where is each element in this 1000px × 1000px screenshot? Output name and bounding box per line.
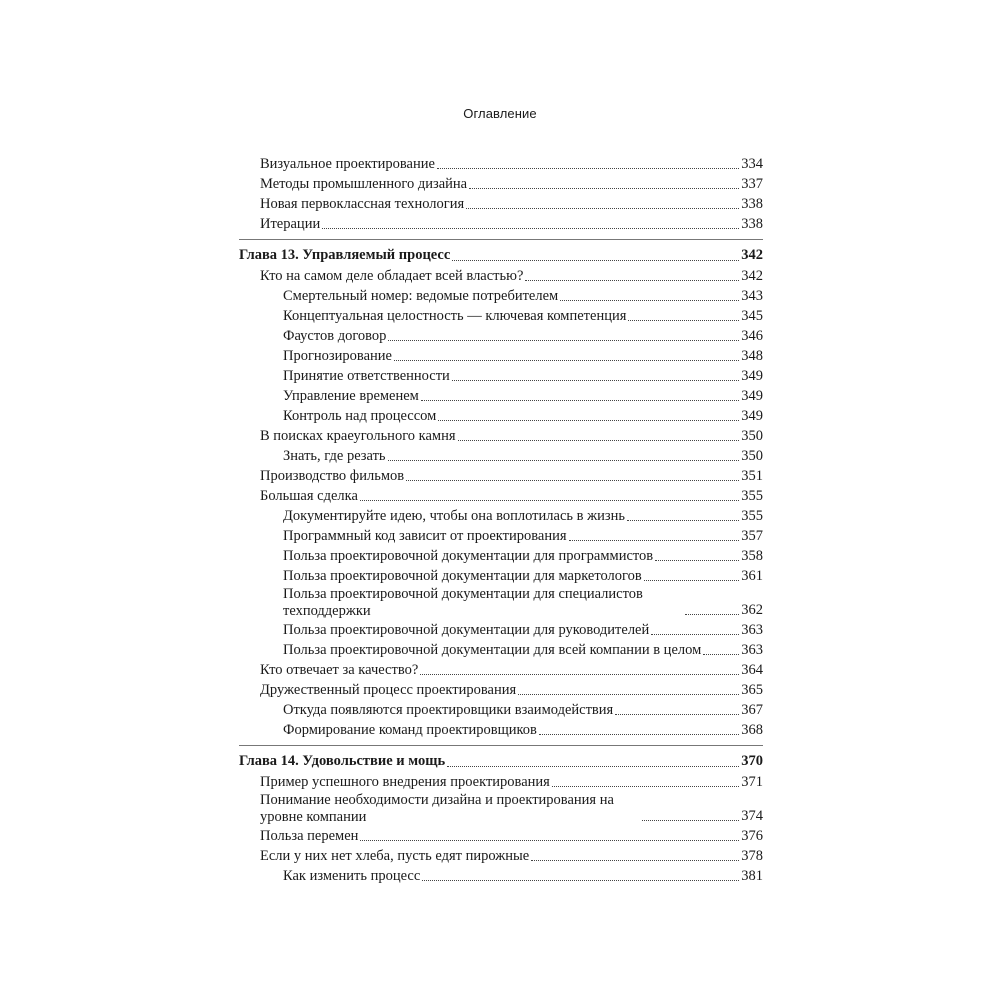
dot-leader (615, 713, 739, 715)
toc-entry-title: Концептуальная целостность — ключевая компетенция (283, 308, 627, 324)
page-number: 363 (741, 622, 763, 638)
page-number: 381 (741, 868, 763, 884)
toc-entry[interactable] (239, 660, 763, 680)
toc-section-before (239, 154, 763, 234)
page-number: 363 (741, 642, 763, 658)
page-number: 374 (741, 808, 763, 824)
page-number: 355 (741, 508, 763, 524)
page-number: 378 (741, 848, 763, 864)
page-number: 350 (741, 428, 763, 444)
page-number: 345 (741, 308, 763, 324)
toc-entry-title: Большая сделка (260, 488, 358, 504)
toc-entry[interactable] (239, 640, 763, 660)
page-number: 349 (741, 388, 763, 404)
page-number: 349 (741, 408, 763, 424)
toc-entry[interactable] (239, 526, 763, 546)
dot-leader (422, 879, 739, 881)
toc-entry[interactable] (239, 566, 763, 586)
toc-entry-title: Фаустов договор (283, 328, 387, 344)
toc-entry[interactable] (239, 426, 763, 446)
dot-leader (388, 459, 740, 461)
dot-leader (394, 359, 739, 361)
toc-entry-title: Польза проектировочной документации для специалистов техподдержки (283, 586, 643, 619)
table-of-contents (239, 154, 763, 886)
dot-leader (644, 579, 740, 581)
page-number: 342 (741, 268, 763, 284)
page-number: 349 (741, 368, 763, 384)
page-number: 371 (741, 774, 763, 790)
dot-leader (420, 673, 739, 675)
toc-entry[interactable] (239, 846, 763, 866)
page-number: 367 (741, 702, 763, 718)
toc-entry[interactable] (239, 386, 763, 406)
toc-entry-title: Польза проектировочной документации для всей компании в целом (283, 642, 702, 658)
dot-leader (655, 559, 739, 561)
dot-leader (452, 259, 739, 261)
dot-leader (406, 479, 739, 481)
chapter-14-entries (239, 772, 763, 886)
chapter-divider (239, 745, 763, 746)
page-number: 355 (741, 488, 763, 504)
page-number: 364 (741, 662, 763, 678)
toc-entry-title: Польза проектировочной документации для маркетологов (283, 568, 642, 584)
chapter-divider (239, 239, 763, 240)
dot-leader (458, 439, 740, 441)
dot-leader (518, 693, 739, 695)
toc-entry[interactable] (239, 792, 763, 826)
dot-leader (525, 279, 739, 281)
toc-entry-title: Контроль над процессом (283, 408, 437, 424)
toc-entry[interactable] (239, 826, 763, 846)
toc-entry-title: Откуда появляются проектировщики взаимодействия (283, 702, 614, 718)
dot-leader (438, 419, 739, 421)
dot-leader (469, 187, 739, 189)
toc-entry-title: Кто на самом деле обладает всей властью? (260, 268, 524, 284)
dot-leader (388, 339, 739, 341)
toc-entry[interactable] (239, 700, 763, 720)
toc-entry[interactable] (239, 154, 763, 174)
page-number: 370 (741, 753, 763, 769)
dot-leader (360, 839, 739, 841)
toc-entry-title: Смертельный номер: ведомые потребителем (283, 288, 559, 304)
page-number: 348 (741, 348, 763, 364)
toc-entry[interactable] (239, 506, 763, 526)
toc-entry-title: Как изменить процесс (283, 868, 421, 884)
toc-entry-title: Если у них нет хлеба, пусть едят пирожные (260, 848, 530, 864)
dot-leader (627, 519, 739, 521)
toc-entry[interactable] (239, 466, 763, 486)
dot-leader (685, 613, 739, 615)
toc-entry[interactable] (239, 720, 763, 740)
toc-entry-title: Визуальное проектирование (260, 156, 435, 172)
page-number: 358 (741, 548, 763, 564)
toc-entry-title: Формирование команд проектировщиков (283, 722, 537, 738)
toc-entry-title: Методы промышленного дизайна (260, 176, 468, 192)
dot-leader (437, 167, 739, 169)
toc-entry[interactable] (239, 546, 763, 566)
dot-leader (642, 819, 739, 821)
toc-entry-title: Производство фильмов (260, 468, 405, 484)
dot-leader (447, 765, 739, 767)
dot-leader (360, 499, 739, 501)
toc-entry[interactable] (239, 286, 763, 306)
toc-entry[interactable] (239, 266, 763, 286)
toc-entry[interactable] (239, 346, 763, 366)
chapter-13-entries (239, 266, 763, 740)
toc-entry-title: Управление временем (283, 388, 419, 404)
toc-entry-title: Польза проектировочной документации для программистов (283, 548, 654, 564)
page-number: 334 (741, 156, 763, 172)
page-number: 338 (741, 196, 763, 212)
toc-entry[interactable] (239, 446, 763, 466)
toc-entry-title: Прогнозирование (283, 348, 392, 364)
toc-entry[interactable] (239, 214, 763, 234)
toc-entry-title: Итерации (260, 216, 321, 232)
dot-leader (452, 379, 739, 381)
page-number: 376 (741, 828, 763, 844)
dot-leader (569, 539, 740, 541)
toc-entry-title: Кто отвечает за качество? (260, 662, 419, 678)
toc-entry-title: Дружественный процесс проектирования (260, 682, 517, 698)
toc-entry[interactable] (239, 772, 763, 792)
toc-entry[interactable] (239, 306, 763, 326)
chapter-title: Глава 13. Управляемый процесс (239, 247, 451, 263)
running-head: Оглавление (463, 106, 537, 121)
toc-entry[interactable] (239, 326, 763, 346)
dot-leader (560, 299, 739, 301)
dot-leader (421, 399, 739, 401)
toc-entry-title: Принятие ответственности (283, 368, 450, 384)
toc-entry[interactable] (239, 486, 763, 506)
page-number: 361 (741, 568, 763, 584)
toc-entry-title: Документируйте идею, чтобы она воплотилась в жизнь (283, 508, 625, 524)
toc-entry-title: Знать, где резать (283, 448, 386, 464)
dot-leader (466, 207, 739, 209)
page-number: 351 (741, 468, 763, 484)
dot-leader (539, 733, 739, 735)
toc-entry[interactable] (239, 586, 763, 620)
toc-entry-title: Понимание необходимости дизайна и проектирования на уровне компании (260, 792, 614, 825)
page-number: 338 (741, 216, 763, 232)
chapter-14-heading[interactable] (239, 750, 763, 772)
dot-leader (531, 859, 739, 861)
page-number: 357 (741, 528, 763, 544)
toc-entry-title: В поисках краеугольного камня (260, 428, 456, 444)
page-number: 337 (741, 176, 763, 192)
toc-entry[interactable] (239, 174, 763, 194)
toc-entry-title: Пример успешного внедрения проектирования (260, 774, 550, 790)
toc-entry[interactable] (239, 406, 763, 426)
toc-entry[interactable] (239, 680, 763, 700)
toc-entry-title: Новая первоклассная технология (260, 196, 465, 212)
page-number: 368 (741, 722, 763, 738)
chapter-title: Глава 14. Удовольствие и мощь (239, 753, 446, 769)
toc-entry[interactable] (239, 366, 763, 386)
dot-leader (703, 653, 739, 655)
toc-entry[interactable] (239, 194, 763, 214)
page-number: 346 (741, 328, 763, 344)
page-number: 365 (741, 682, 763, 698)
dot-leader (322, 227, 739, 229)
dot-leader (651, 633, 739, 635)
chapter-13-heading[interactable] (239, 244, 763, 266)
toc-entry[interactable] (239, 866, 763, 886)
toc-entry-title: Польза перемен (260, 828, 359, 844)
page-number: 350 (741, 448, 763, 464)
dot-leader (628, 319, 739, 321)
toc-entry[interactable] (239, 620, 763, 640)
page-number: 342 (741, 247, 763, 263)
dot-leader (552, 785, 739, 787)
page-number: 362 (741, 602, 763, 618)
toc-entry-title: Программный код зависит от проектирования (283, 528, 567, 544)
toc-entry-title: Польза проектировочной документации для руководителей (283, 622, 650, 638)
page-number: 343 (741, 288, 763, 304)
